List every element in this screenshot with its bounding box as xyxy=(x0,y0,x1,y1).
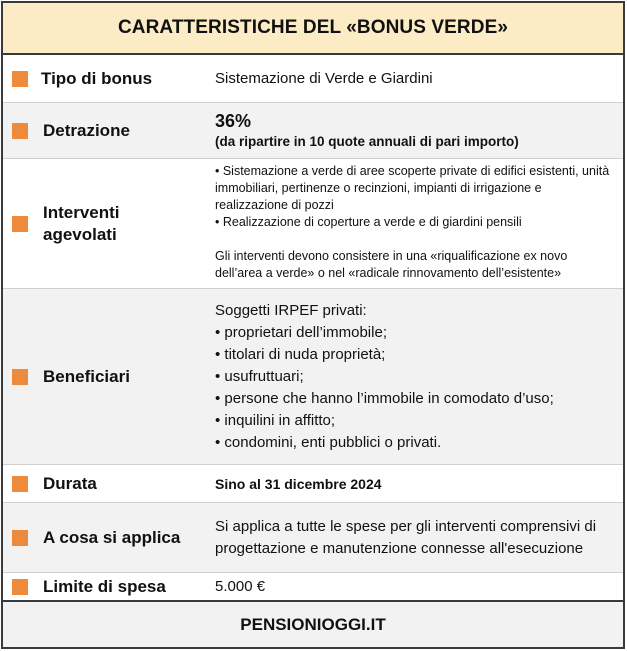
list-item: • titolari di nuda proprietà; xyxy=(215,345,386,363)
row-applica xyxy=(3,503,623,573)
beneficiari-intro: Soggetti IRPEF privati: xyxy=(215,301,367,319)
detrazione-percent: 36% xyxy=(215,110,252,131)
row-value: 5.000 € xyxy=(215,577,266,595)
orange-square-icon xyxy=(12,369,28,385)
row-label-line1: Interventi xyxy=(43,202,120,222)
detrazione-note: (da ripartire in 10 quote annuali di pari importo) xyxy=(215,133,519,149)
row-label: Beneficiari xyxy=(43,366,130,386)
table-title: CARATTERISTICHE DEL «BONUS VERDE» xyxy=(3,3,623,55)
list-item: • proprietari dell’immobile; xyxy=(215,323,387,341)
orange-square-icon xyxy=(12,216,28,232)
row-interventi xyxy=(3,159,623,289)
interventi-note: Gli interventi devono consistere in una «riqualificazione ex novo dell’area a verde» o nel «radicale rinnovamento dell’esistente» xyxy=(215,249,568,280)
row-limite xyxy=(3,573,623,600)
source-footer: PENSIONIOGGI.IT xyxy=(3,600,623,647)
row-value: Si applica a tutte le spese per gli interventi comprensivi di progettazione e manutenzione connesse all'esecuzione xyxy=(215,517,597,557)
row-tipo-bonus xyxy=(3,55,623,103)
interventi-bullet: • Realizzazione di coperture a verde e di giardini pensili xyxy=(215,215,522,229)
row-beneficiari xyxy=(3,289,623,465)
interventi-bullet: • Sistemazione a verde di aree scoperte private di edifici esistenti, unità immobiliari, pertinenze o recinzioni, impianti di irrigazione e realizzazione di pozzi xyxy=(215,164,610,212)
row-label: A cosa si applica xyxy=(43,527,181,547)
list-item: • inquilini in affitto; xyxy=(215,411,336,429)
orange-square-icon xyxy=(12,123,28,139)
row-detrazione xyxy=(3,103,623,159)
row-label-line2: agevolati xyxy=(43,224,117,244)
info-table xyxy=(1,1,625,649)
table-rows xyxy=(3,55,623,600)
row-value: Sino al 31 dicembre 2024 xyxy=(215,475,382,492)
orange-square-icon xyxy=(12,579,28,595)
row-value: Sistemazione di Verde e Giardini xyxy=(215,69,433,87)
row-label: Durata xyxy=(43,473,97,493)
list-item: • usufruttuari; xyxy=(215,367,304,385)
list-item: • persone che hanno l’immobile in comodato d’uso; xyxy=(215,389,554,407)
orange-square-icon xyxy=(12,71,28,87)
row-label: Detrazione xyxy=(43,120,130,140)
row-label: Limite di spesa xyxy=(43,576,166,596)
orange-square-icon xyxy=(12,530,28,546)
row-durata xyxy=(3,465,623,503)
list-item: • condomini, enti pubblici o privati. xyxy=(215,433,442,451)
row-label: Tipo di bonus xyxy=(41,68,153,88)
orange-square-icon xyxy=(12,476,28,492)
